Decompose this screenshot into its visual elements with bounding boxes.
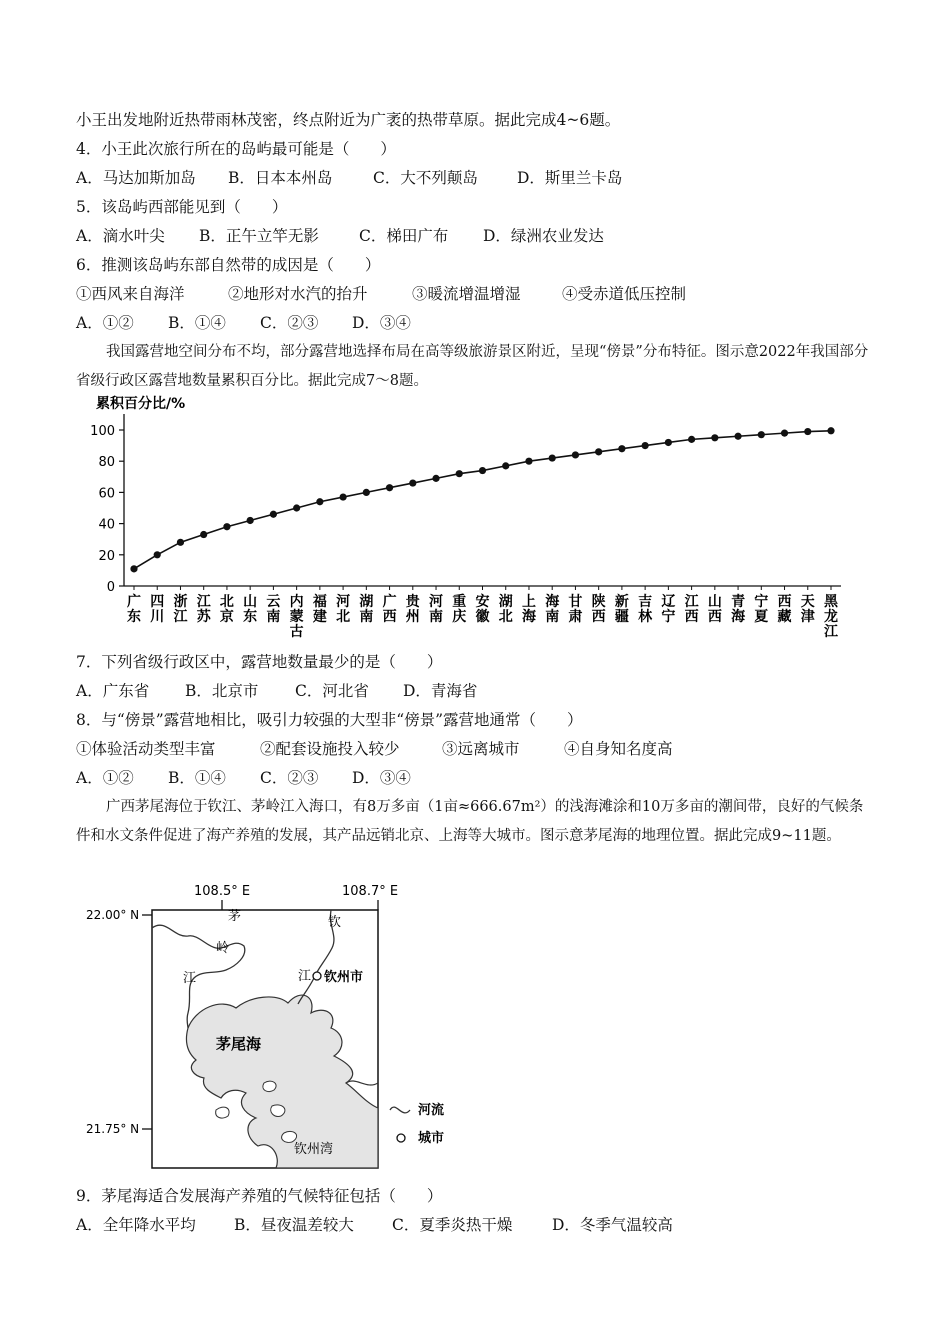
question-7-stem: 7．下列省级行政区中，露营地数量最少的是（ ）	[76, 653, 443, 671]
island-4	[282, 1131, 297, 1142]
chart-x-tick-label: 辽宁	[661, 594, 676, 625]
chart-x-tick-label: 湖南	[359, 594, 374, 625]
chart-y-tick-label: 20	[98, 548, 115, 564]
chart-y-label: 累积百分比/%	[96, 396, 186, 412]
q9-option-d: D．冬季气温较高	[552, 1216, 673, 1234]
q8-item-3: ③远离城市	[442, 740, 520, 758]
q7-option-b: B．北京市	[185, 682, 259, 700]
island-2	[263, 1081, 276, 1091]
chart-data-point	[340, 493, 347, 500]
legend-city-label: 城市	[418, 1131, 445, 1146]
legend-river-label: 河流	[418, 1103, 445, 1118]
q9-option-b: B．昼夜温差较大	[234, 1216, 354, 1234]
chart-data-point	[827, 427, 834, 434]
chart-x-tick-label: 浙江	[173, 594, 188, 625]
label-jiang-left: 江	[183, 971, 197, 986]
chart-data-point	[734, 433, 741, 440]
chart-x-tick-label: 宁夏	[754, 594, 769, 625]
cumulative-percentage-chart	[76, 392, 866, 642]
chart-x-tick-label: 内蒙古	[289, 594, 304, 640]
lon-label-right: 108.7° E	[342, 884, 399, 899]
chart-data-point	[595, 448, 602, 455]
chart-data-point	[781, 430, 788, 437]
label-maoweihai: 茅尾海	[216, 1035, 262, 1053]
question-6-options	[76, 311, 411, 333]
question-8-options	[76, 766, 411, 788]
chart-x-tick-label: 河南	[429, 594, 444, 625]
lat-label-bottom: 21.75° N	[86, 1122, 140, 1136]
maoweihai-passage: 广西茅尾海位于钦江、茅岭江入海口，有8万多亩（1亩≈666.67m²）的浅海滩涂和10万多亩的潮间带，良好的气候条件和水文条件促进了海产养殖的发展，其产品远销北京、上海等大城市。图示意茅尾海的地理位置。据此完成9~11题。	[76, 799, 864, 844]
chart-data-point	[293, 504, 300, 511]
question-4-stem: 4．小王此次旅行所在的岛屿最可能是（ ）	[76, 140, 396, 158]
chart-x-tick-label: 山东	[243, 594, 258, 625]
chart-y-tick-label: 0	[106, 580, 115, 595]
qinzhou-city-marker	[313, 972, 321, 980]
chart-x-tick-label: 西藏	[777, 594, 792, 625]
q5-option-a: A．滴水叶尖	[76, 227, 165, 245]
q6-item-1: ①西风来自海洋	[76, 285, 185, 303]
chart-x-tick-label: 青海	[731, 594, 746, 625]
chart-x-tick-label: 吉林	[638, 594, 653, 625]
chart-data-point	[572, 451, 579, 458]
chart-x-tick-label: 湖北	[498, 594, 513, 625]
q8-option-d: D．③④	[352, 769, 411, 787]
q9-option-a: A．全年降水平均	[76, 1216, 196, 1234]
question-5-stem: 5．该岛屿西部能见到（ ）	[76, 198, 288, 216]
chart-data-point	[665, 439, 672, 446]
question-6-stem: 6．推测该岛屿东部自然带的成因是（ ）	[76, 256, 381, 274]
q8-option-c: C．②③	[260, 769, 319, 787]
q6-item-2: ②地形对水汽的抬升	[228, 285, 368, 303]
q6-item-3: ③暖流增温增湿	[412, 285, 521, 303]
chart-x-tick-label: 海南	[545, 594, 560, 625]
q9-option-c: C．夏季炎热干燥	[392, 1216, 513, 1234]
chart-data-point	[316, 498, 323, 505]
q8-item-4: ④自身知名度高	[564, 740, 673, 758]
lon-label-left: 108.5° E	[194, 884, 251, 899]
chart-x-tick-label: 甘肃	[568, 594, 583, 625]
chart-data-point	[386, 484, 393, 491]
chart-data-point	[270, 511, 277, 518]
chart-series-line	[134, 431, 831, 569]
chart-x-tick-label: 安徽	[475, 594, 490, 625]
intro-line: 小王出发地附近热带雨林茂密，终点附近为广袤的热带草原。据此完成4~6题。	[76, 111, 621, 129]
chart-x-tick-label: 云南	[266, 594, 281, 625]
chart-data-point	[804, 428, 811, 435]
chart-data-point	[130, 565, 137, 572]
label-jiang-right: 江	[298, 969, 312, 984]
camping-passage: 我国露营地空间分布不均，部分露营地选择布局在高等级旅游景区附近，呈现“傍景”分布特征。图示意2022年我国部分省级行政区露营地数量累积百分比。据此完成7～8题。	[76, 344, 869, 389]
map-svg	[76, 878, 456, 1173]
chart-x-tick-label: 上海	[521, 594, 536, 625]
island-1	[216, 1107, 229, 1118]
question-7-options	[76, 679, 477, 701]
q5-option-d: D．绿洲农业发达	[483, 227, 604, 245]
chart-data-point	[409, 479, 416, 486]
chart-x-tick-label: 黑龙江	[824, 594, 838, 640]
chart-data-point	[758, 431, 765, 438]
maoweihai-location-map	[76, 878, 456, 1173]
chart-y-tick-label: 100	[90, 424, 115, 439]
q5-option-c: C．梯田广布	[359, 227, 449, 245]
q4-option-a: A．马达加斯加岛	[76, 169, 196, 187]
chart-data-point	[502, 462, 509, 469]
chart-x-tick-label: 天津	[800, 594, 815, 625]
chart-data-point	[688, 436, 695, 443]
island-3	[271, 1105, 285, 1116]
q7-option-a: A．广东省	[76, 682, 150, 700]
chart-x-tick-label: 河北	[336, 594, 351, 625]
q8-option-b: B．①④	[168, 769, 226, 787]
chart-data-point	[363, 489, 370, 496]
chart-data-point	[223, 523, 230, 530]
chart-x-tick-label: 重庆	[452, 594, 467, 625]
chart-x-tick-label: 山西	[707, 594, 722, 625]
chart-data-point	[154, 551, 161, 558]
q7-option-c: C．河北省	[295, 682, 369, 700]
q8-item-1: ①体验活动类型丰富	[76, 740, 216, 758]
legend-river-icon	[390, 1107, 410, 1113]
chart-data-point	[200, 531, 207, 538]
label-mao: 茅	[228, 909, 242, 924]
chart-data-point	[618, 445, 625, 452]
chart-data-point	[525, 458, 532, 465]
lat-label-top: 22.00° N	[86, 908, 140, 922]
q7-option-d: D．青海省	[403, 682, 478, 700]
chart-x-tick-label: 贵州	[405, 594, 420, 625]
chart-y-tick-label: 60	[98, 486, 115, 502]
question-9-options	[76, 1213, 673, 1235]
chart-x-tick-label: 广东	[127, 594, 141, 625]
question-5-options	[76, 224, 604, 246]
chart-x-tick-label: 江西	[684, 594, 699, 625]
chart-data-point	[549, 454, 556, 461]
question-4-options	[76, 166, 622, 188]
chart-x-tick-label: 北京	[219, 594, 234, 625]
chart-y-tick-label: 80	[98, 455, 115, 471]
question-9-stem: 9．茅尾海适合发展海产养殖的气候特征包括（ ）	[76, 1187, 443, 1205]
q4-option-b: B．日本本州岛	[228, 169, 333, 187]
chart-x-tick-label: 陕西	[591, 594, 606, 625]
q4-option-c: C．大不列颠岛	[373, 169, 478, 187]
chart-x-tick-label: 福建	[312, 594, 327, 625]
chart-x-tick-label: 江苏	[196, 594, 211, 625]
q8-option-a: A．①②	[76, 769, 134, 787]
q6-item-4: ④受赤道低压控制	[562, 285, 687, 303]
chart-data-point	[711, 434, 718, 441]
label-qinzhou-city: 钦州市	[324, 970, 364, 985]
q4-option-d: D．斯里兰卡岛	[517, 169, 623, 187]
label-ling: 岭	[216, 941, 230, 956]
chart-x-tick-label: 新疆	[614, 594, 629, 625]
q5-option-b: B．正午立竿无影	[199, 227, 319, 245]
q8-item-2: ②配套设施投入较少	[260, 740, 400, 758]
legend-city-icon	[397, 1134, 405, 1142]
chart-y-tick-label: 40	[98, 517, 115, 533]
chart-data-point	[177, 539, 184, 546]
chart-data-point	[247, 517, 254, 524]
chart-data-point	[642, 442, 649, 449]
chart-x-tick-label: 广西	[382, 594, 397, 625]
question-8-items	[76, 737, 673, 759]
q6-option-c: C．②③	[260, 314, 319, 332]
q6-option-d: D．③④	[352, 314, 411, 332]
chart-data-point	[456, 470, 463, 477]
question-8-stem: 8．与“傍景”露营地相比，吸引力较强的大型非“傍景”露营地通常（ ）	[76, 711, 583, 729]
q6-option-a: A．①②	[76, 314, 134, 332]
question-6-items	[76, 282, 686, 304]
chart-data-point	[479, 467, 486, 474]
q6-option-b: B．①④	[168, 314, 226, 332]
label-qin: 钦	[328, 915, 342, 930]
label-qinzhou-bay: 钦州湾	[294, 1142, 334, 1157]
chart-data-point	[432, 475, 439, 482]
chart-x-tick-label: 四川	[150, 594, 165, 625]
chart-svg	[76, 392, 866, 642]
